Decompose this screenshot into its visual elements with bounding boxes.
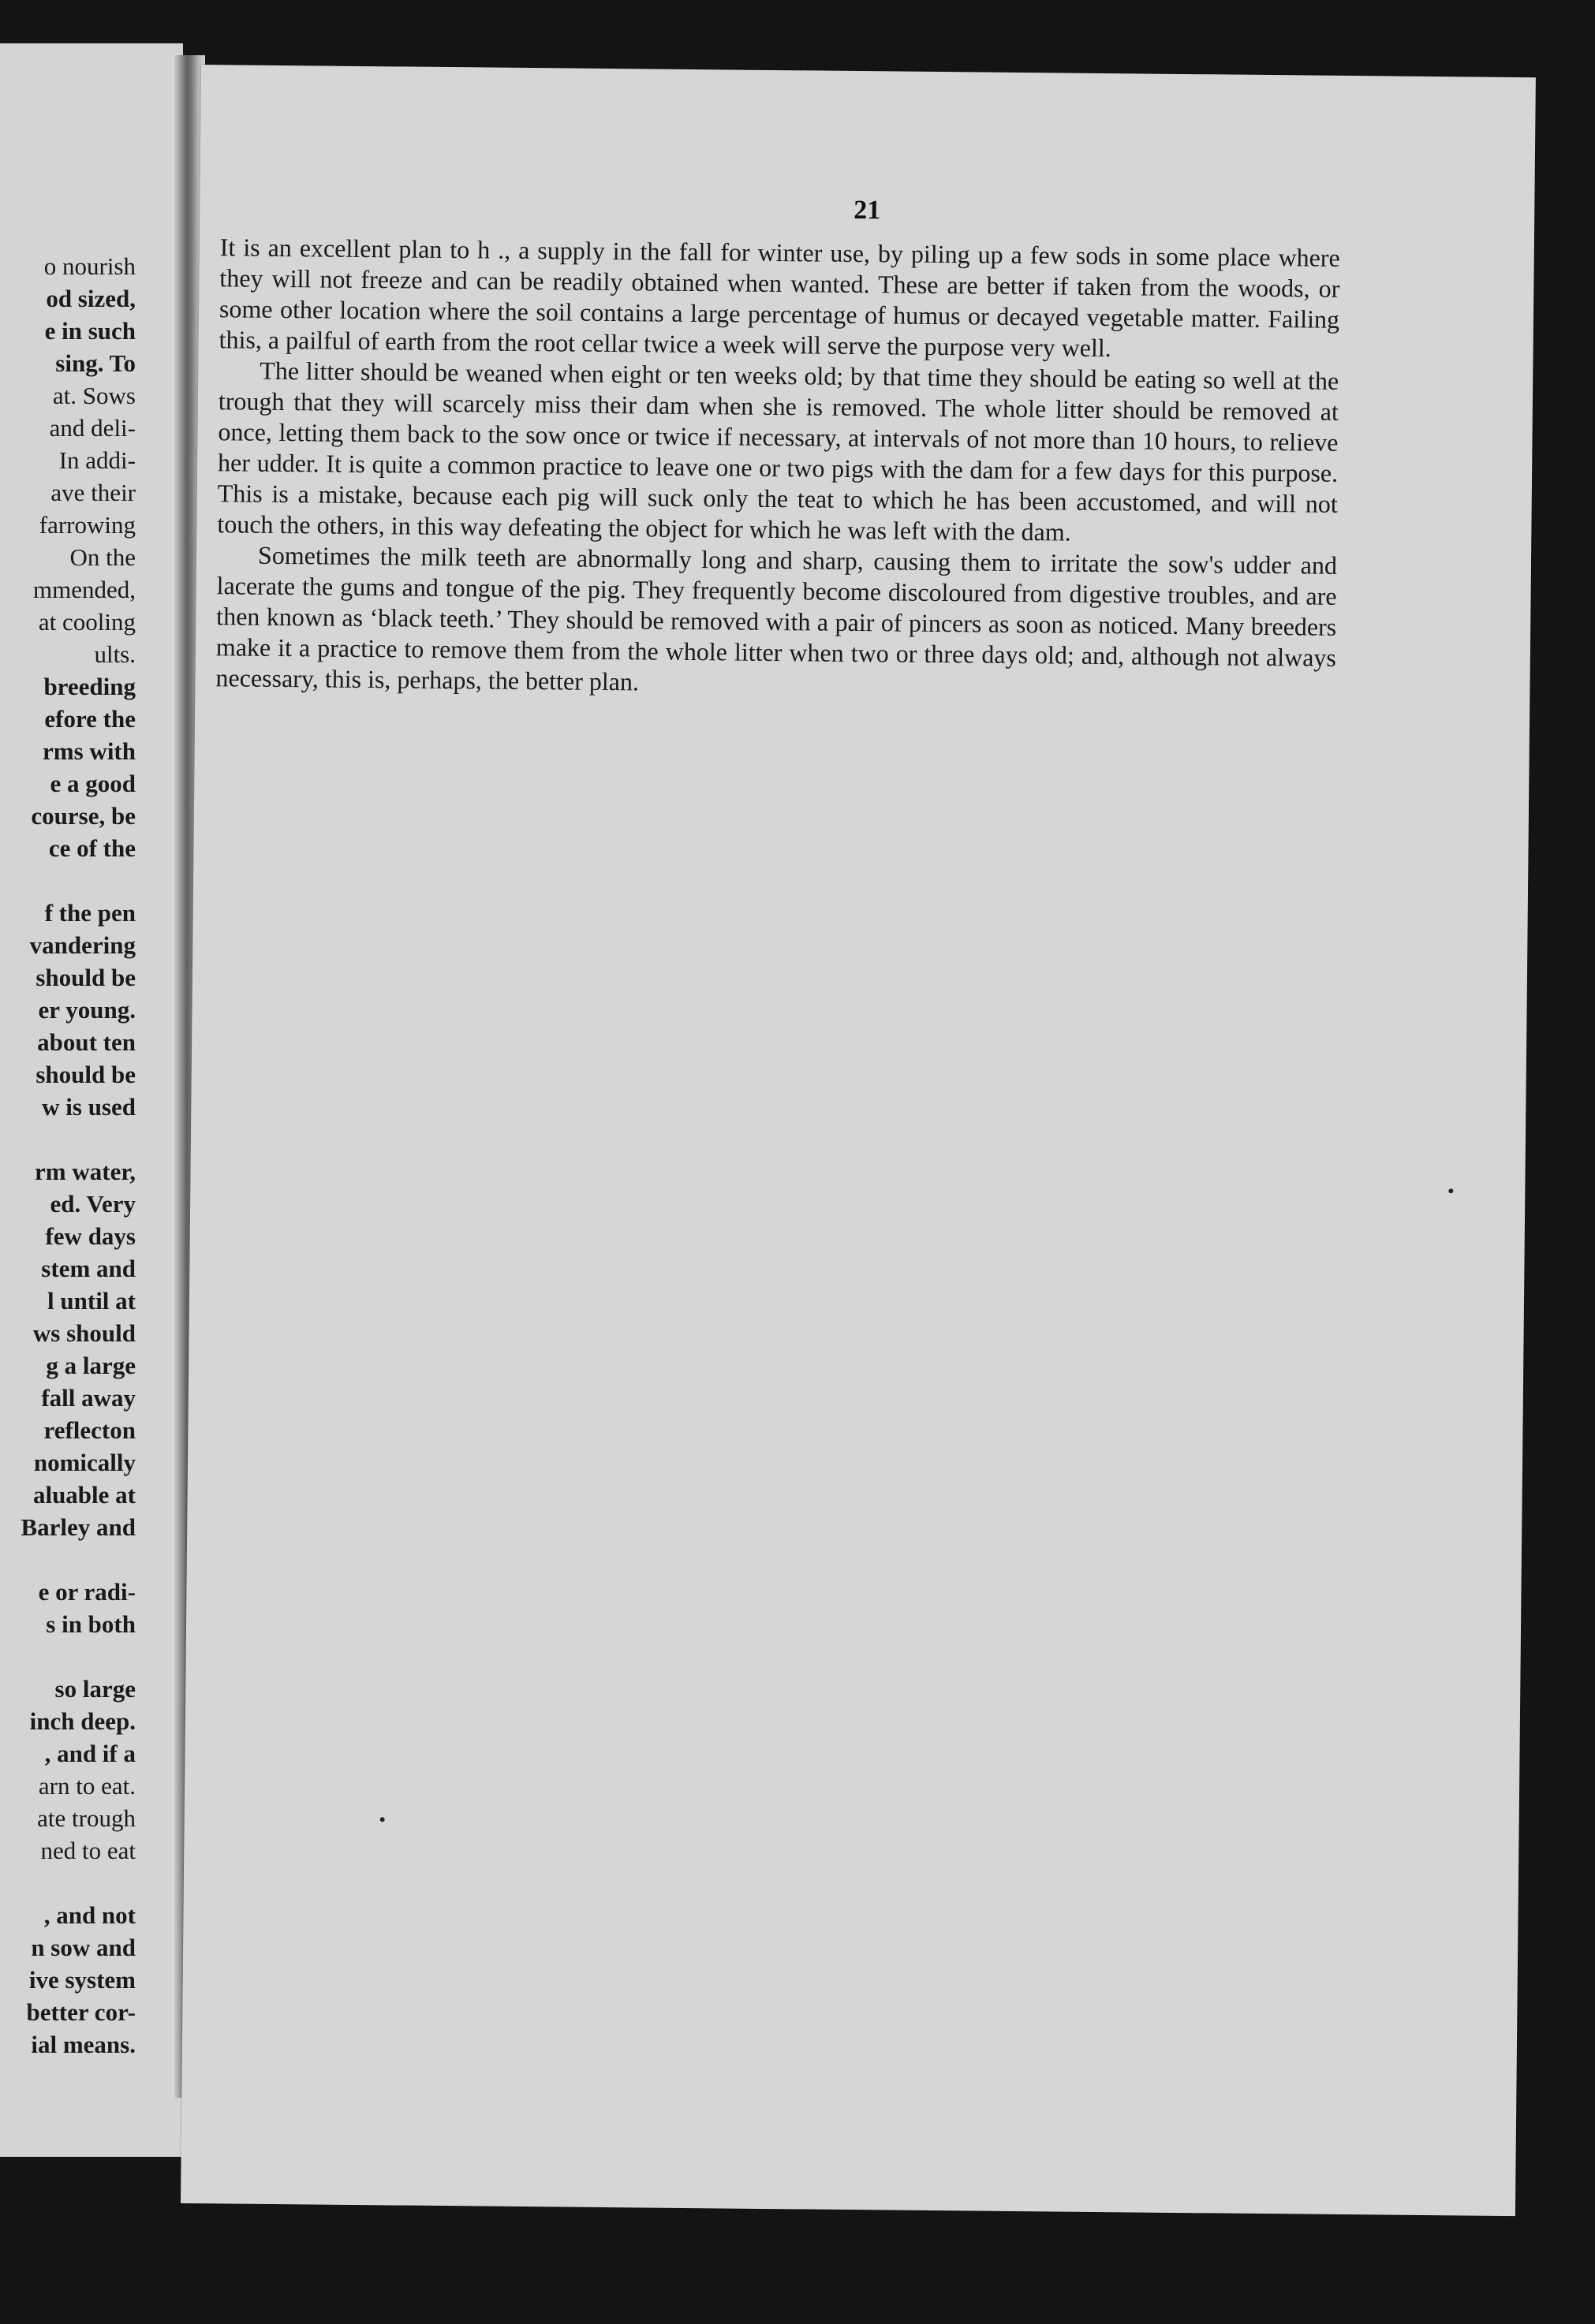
previous-page-line: fall away: [41, 1384, 136, 1412]
previous-page-line: ed. Very: [50, 1190, 136, 1218]
previous-page-line: ave their: [50, 479, 136, 506]
previous-page-line: farrowing: [39, 511, 136, 539]
previous-page-line: few days: [45, 1222, 136, 1250]
previous-page-line: and deli-: [49, 414, 136, 442]
previous-page-line: ce of the: [48, 834, 136, 862]
previous-page-line: ws should: [32, 1319, 136, 1347]
previous-page-line: [0, 1543, 136, 1576]
previous-page-line: better cor-: [26, 1998, 136, 2026]
previous-page-line: ive system: [28, 1966, 136, 1994]
previous-page-line: nomically: [33, 1449, 136, 1476]
previous-page-line: e or radi-: [38, 1578, 136, 1606]
previous-page-line: sing. To: [55, 349, 136, 377]
previous-page-line: [0, 1640, 136, 1673]
previous-page-line: aluable at: [32, 1481, 136, 1509]
paragraph: The litter should be weaned when eight or ten weeks old; by that time they should be eating so well at the trough that they will scarcely miss their dam when she is removed. The whole litter should be removed at once, letting them back to the sow once or twice if necessary, at intervals of not more than 10 hours, to relieve her udder. It is quite a common practice to leave one or two pigs with the dam for a few days for this purpose. This is a mistake, because each pig will suck only the teat to which he has been accustomed, and will not touch the others, in this way defeating the object for which he was left with the dam.: [217, 356, 1339, 546]
previous-page-line: od sized,: [46, 285, 136, 312]
previous-page-line: e a good: [50, 770, 136, 797]
previous-page-line: l until at: [47, 1287, 136, 1315]
previous-page-line: n sow and: [31, 1934, 136, 1961]
previous-page-line: f the pen: [44, 899, 136, 927]
previous-page-line: efore the: [44, 705, 136, 733]
paragraph: Sometimes the milk teeth are abnormally long and sharp, causing them to irritate the sow's udder and lacerate the gums and tongue of the pig. They frequently become discoloured from digestive troubles, and are then known as ‘black teeth.’ They should be removed with a pair of pincers as soon as noticed. Many breeders make it a practice to remove them from the whole litter when two or three days old; and, although not always necessary, this is, perhaps, the better plan.: [215, 540, 1338, 696]
previous-page-line: at cooling: [38, 608, 136, 636]
previous-page-line: ults.: [94, 640, 136, 668]
previous-page-line: ned to eat: [40, 1837, 136, 1864]
previous-page-line: [0, 1867, 136, 1899]
previous-page-line: On the: [69, 543, 136, 571]
previous-page-line: should be: [35, 1061, 136, 1088]
speck: [1448, 1188, 1453, 1193]
previous-page-line: w is used: [42, 1093, 136, 1121]
previous-page-line: , and not: [43, 1901, 136, 1929]
current-page: [181, 65, 1536, 2216]
previous-page-line: mmended,: [33, 576, 136, 603]
previous-page-text: [0, 250, 136, 2061]
previous-page-line: In addi-: [58, 446, 136, 474]
previous-page-line: rms with: [43, 737, 136, 765]
previous-page-line: [0, 864, 136, 897]
previous-page-line: ate trough: [37, 1804, 136, 1832]
previous-page-line: s in both: [46, 1610, 136, 1638]
previous-page-line: inch deep.: [29, 1707, 136, 1735]
previous-page-line: about ten: [37, 1028, 136, 1056]
page-number: 21: [854, 195, 881, 226]
previous-page-line: reflecton: [43, 1416, 136, 1444]
page-body: [215, 232, 1340, 704]
paragraph: It is an excellent plan to h ., a supply in the fall for winter use, by piling up a few sods in some place where they will not freeze and can be readily obtained when wanted. These are better if taken from the woods, or some other location where the soil contains a large percentage of humus or decayed vegetable matter. Failing this, a pailful of earth from the root cellar twice a week will serve the purpose very well.: [219, 233, 1340, 363]
previous-page-line: should be: [35, 964, 136, 991]
speck: [380, 1817, 385, 1822]
previous-page-line: breeding: [43, 673, 136, 700]
previous-page-line: so large: [54, 1675, 136, 1703]
previous-page-line: [0, 1123, 136, 1155]
previous-page-line: o nourish: [43, 252, 136, 280]
previous-page-line: arn to eat.: [38, 1772, 136, 1800]
previous-page-line: , and if a: [44, 1740, 136, 1767]
previous-page-line: vandering: [29, 931, 136, 959]
previous-page-line: er young.: [38, 996, 136, 1024]
previous-page-line: course, be: [31, 802, 136, 830]
previous-page-line: e in such: [44, 317, 136, 345]
previous-page-line: Barley and: [21, 1513, 136, 1541]
previous-page-line: g a large: [46, 1352, 136, 1379]
previous-page-line: stem and: [41, 1255, 136, 1282]
previous-page-line: rm water,: [35, 1158, 136, 1185]
previous-page-line: ial means.: [31, 2031, 136, 2058]
previous-page: [0, 43, 183, 2157]
previous-page-line: at. Sows: [52, 382, 136, 409]
